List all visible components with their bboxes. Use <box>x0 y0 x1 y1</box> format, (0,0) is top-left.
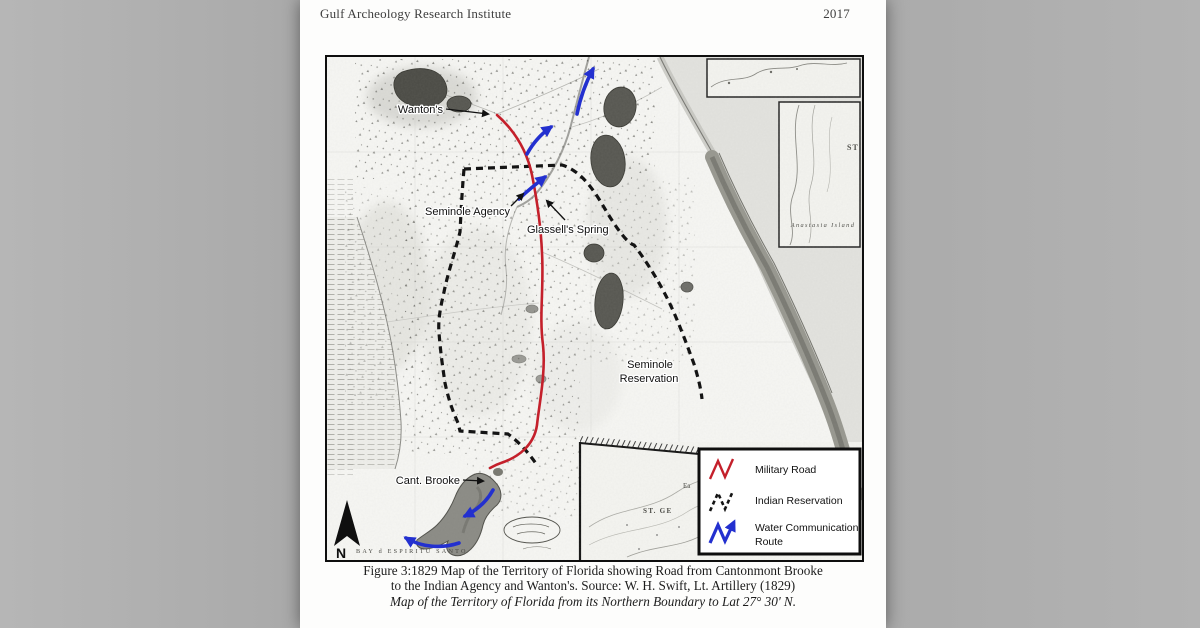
inset-st-augustine-text: ST <box>847 143 859 152</box>
caption-line3: Map of the Territory of Florida from its Northern Boundary to Lat 27° 30' N. <box>389 593 797 609</box>
legend-military-road-label: Military Road <box>755 464 817 476</box>
inset-st-george-text: ST. GE <box>643 507 673 515</box>
label-seminole-reservation-1: Seminole <box>627 359 673 371</box>
label-cant-brooke: Cant. Brooke <box>395 475 460 487</box>
label-seminole-reservation-2: Reservation <box>619 373 679 385</box>
map-figure <box>325 55 864 562</box>
header-institute: Gulf Archeology Research Institute <box>320 6 512 21</box>
page-header <box>320 6 850 22</box>
legend-indian-reservation-label: Indian Reservation <box>755 495 843 507</box>
caption-line1: Figure 3:1829 Map of the Territory of Florida showing Road from Cantonmont Brooke <box>363 563 823 578</box>
header-year: 2017 <box>823 6 850 21</box>
label-seminole-agency: Seminole Agency <box>425 206 510 218</box>
inset-anastasia-text: Anastasia Island <box>790 222 856 229</box>
inset-east-text: Ea <box>683 482 691 490</box>
north-letter: N <box>335 545 347 560</box>
label-wantons: Wanton's <box>397 104 443 116</box>
caption-line2: to the Indian Agency and Wanton's. Source: W. H. Swift, Lt. Artillery (1829) <box>390 578 796 594</box>
document-page <box>300 0 886 628</box>
map-legend <box>699 449 860 554</box>
map-svg <box>327 57 862 560</box>
figure-caption <box>300 563 886 609</box>
label-glassells-spring: Glassell's Spring <box>527 224 609 236</box>
legend-water-route-label-line1: Water Communication <box>755 522 859 534</box>
legend-water-route-label-line2: Route <box>755 536 784 548</box>
bay-espiritu-santo-text: BAY d ESPIRITU SANTO <box>356 548 468 555</box>
